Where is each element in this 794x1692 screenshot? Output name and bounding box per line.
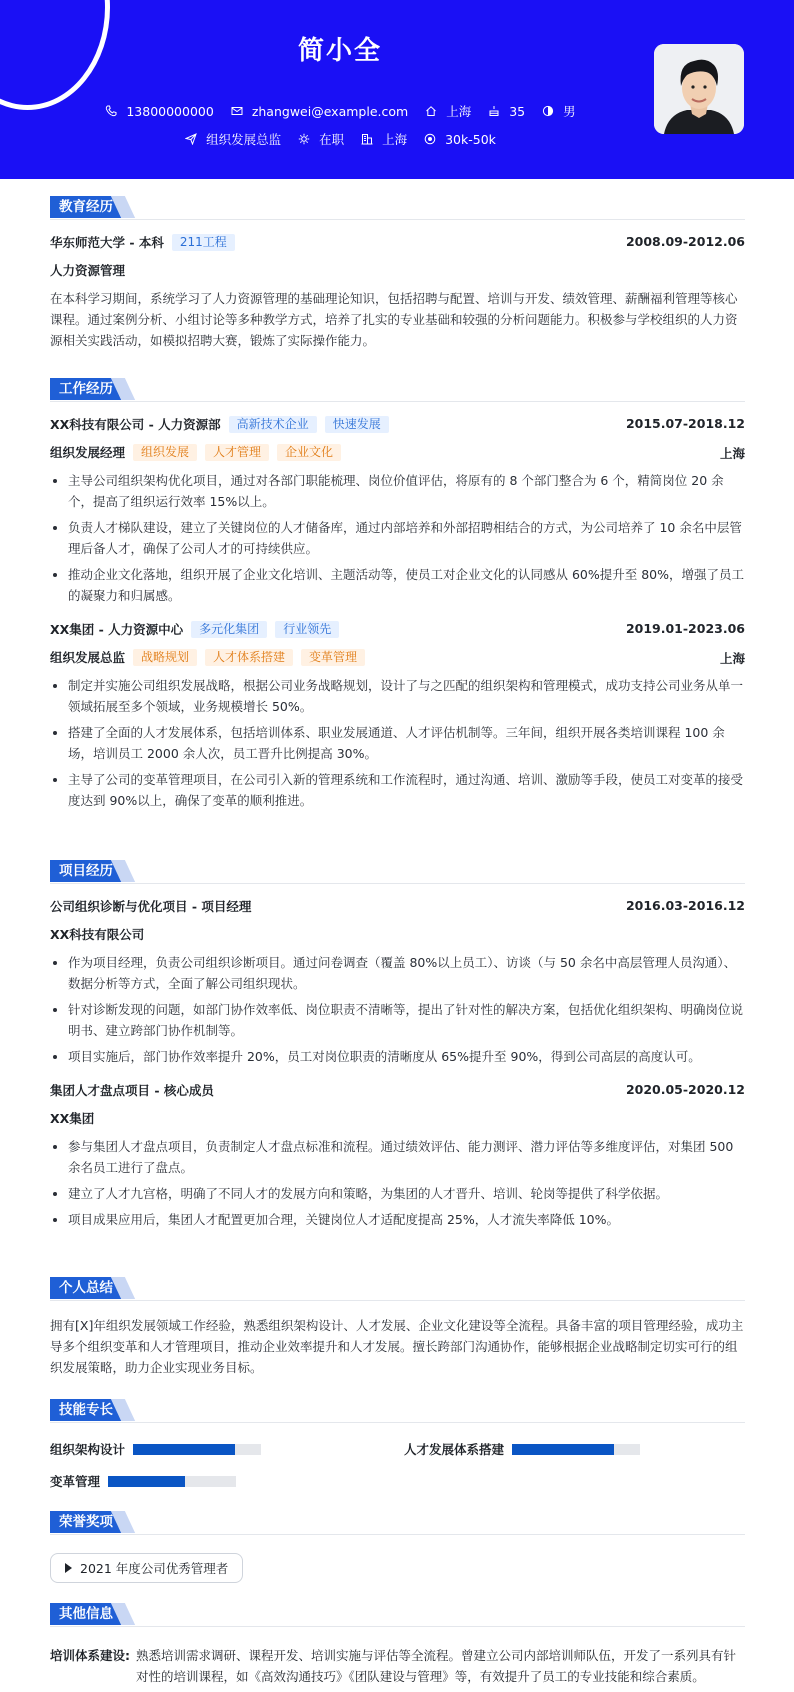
job-title-text: 组织发展总监: [206, 132, 282, 147]
email-item: [230, 104, 408, 119]
project-org-text: XX集团: [50, 1111, 95, 1126]
projects-title: 项目经历: [50, 860, 122, 882]
age-item: [487, 104, 525, 119]
work-date: 2015.07-2018.12: [625, 416, 745, 431]
skill-tag: 战略规划: [133, 649, 197, 666]
building-icon: [360, 132, 374, 146]
salary-icon: [423, 132, 437, 146]
list-item: 制定并实施公司组织发展战略，根据公司业务战略规划，设计了与之匹配的组织架构和管理模式，成功支持公司业务从单一领域拓展至多个领域，业务规模增长 50%。: [50, 675, 745, 717]
project-bullets: [50, 1136, 745, 1230]
skill-item: [404, 1440, 640, 1458]
work-location: 上海: [719, 651, 745, 666]
summary-title: 个人总结: [50, 1277, 122, 1299]
list-item: 作为项目经理，负责公司组织诊断项目。通过问卷调查（覆盖 80%以上员工）、访谈（与 50 余名中高层管理人员沟通）、数据分析等方式，全面了解公司组织现状。: [50, 952, 745, 994]
job-title-item: [184, 130, 281, 148]
list-item: 参与集团人才盘点项目，负责制定人才盘点标准和流程。通过绩效评估、能力测评、潜力评估等多维度评估，对集团 500 余名员工进行了盘点。: [50, 1136, 745, 1178]
work-bullets: [50, 675, 745, 811]
section-title: [50, 1277, 745, 1301]
avatar-portrait: [654, 44, 744, 134]
skill-tag: 企业文化: [277, 444, 341, 461]
skill-bar-fill: [108, 1476, 185, 1487]
major-text: 人力资源管理: [50, 263, 126, 278]
work-entry-head: [50, 414, 745, 434]
list-item: 建立了人才九宫格，明确了不同人才的发展方向和策略，为集团的人才晋升、培训、轮岗等提供了科学依据。: [50, 1183, 745, 1204]
skills-title: 技能专长: [50, 1399, 122, 1421]
phone-text: 13800000000: [126, 103, 214, 119]
work-title: 工作经历: [50, 378, 122, 400]
project-date: 2016.03-2016.12: [625, 898, 745, 913]
age-text: 35: [509, 103, 526, 119]
section-title: [50, 1399, 745, 1423]
skill-tag: 人才体系搭建: [205, 649, 293, 666]
skill-tag: 人才管理: [205, 444, 269, 461]
work-entry-head: [50, 619, 745, 639]
company-tag: 快速发展: [325, 416, 389, 433]
phone-item: [104, 104, 213, 119]
skill-name: 变革管理: [50, 1474, 101, 1489]
gender-item: [541, 102, 576, 120]
company-name: XX集团 - 人力资源中心: [50, 622, 184, 637]
contact-row: [0, 102, 680, 120]
section-title: [50, 196, 745, 220]
list-item: 主导公司组织架构优化项目，通过对各部门职能梳理、岗位价值评估，将原有的 8 个部门整合为 6 个，精简岗位 20 余个，提高了组织运行效率 15%以上。: [50, 470, 745, 512]
summary-section: [50, 1277, 745, 1378]
list-item: 项目成果应用后，集团人才配置更加合理，关键岗位人才适配度提高 25%，人才流失率降低 10%。: [50, 1209, 745, 1230]
skill-item: [50, 1440, 261, 1458]
work-section: [50, 378, 745, 816]
list-item: 负责人才梯队建设，建立了关键岗位的人才储备库，通过内部培养和外部招聘相结合的方式，为公司培养了 10 余名中层管理后备人才，确保了公司人才的可持续供应。: [50, 517, 745, 559]
skill-bar-fill: [133, 1444, 235, 1455]
project-org: [50, 1108, 745, 1128]
school-name: 华东师范大学 - 本科: [50, 235, 164, 250]
skill-item: [50, 1472, 236, 1490]
avatar: [654, 44, 744, 134]
other-info-row: [50, 1645, 745, 1687]
project-date: 2020.05-2020.12: [625, 1082, 745, 1097]
honors-section: [50, 1511, 745, 1591]
honor-text: 2021 年度公司优秀管理者: [80, 1561, 229, 1576]
work-location: 上海: [719, 446, 745, 461]
salary-item: [423, 132, 496, 147]
list-item: 针对诊断发现的问题，如部门协作效率低、岗位职责不清晰等，提出了针对性的解决方案，包括优化组织架构、明确岗位说明书、建立跨部门协作机制等。: [50, 999, 745, 1041]
section-title: [50, 860, 745, 884]
position-name: 组织发展经理: [50, 445, 126, 460]
position-name: 组织发展总监: [50, 650, 126, 665]
city-text: 上海: [446, 104, 472, 119]
list-item: 推动企业文化落地，组织开展了企业文化培训、主题活动等，使员工对企业文化的认同感从 60%提升至 80%，增强了员工的凝聚力和归属感。: [50, 564, 745, 606]
company-tag: 行业领先: [275, 621, 339, 638]
work-bullets: [50, 470, 745, 606]
education-description: 在本科学习期间，系统学习了人力资源管理的基础理论知识，包括招聘与配置、培训与开发、绩效管理、薪酬福利管理等核心课程。通过案例分析、小组讨论等多种教学方式，培养了扎实的专业基础和较强的分析问题能力。积极参与学校组织的人力资源相关实践活动，如模拟招聘大赛，锻炼了实际操作能力。: [50, 291, 738, 348]
skill-name: 人才发展体系搭建: [404, 1442, 505, 1457]
work-city-item: [360, 130, 407, 148]
project-name: 集团人才盘点项目 - 核心成员: [50, 1083, 214, 1098]
section-title: [50, 1511, 745, 1535]
other-value: 熟悉培训需求调研、课程开发、培训实施与评估等全流程。曾建立公司内部培训师队伍，开发了一系列具有针对性的培训课程，如《高效沟通技巧》《团队建设与管理》等，有效提升了员工的专业技能和综合素质。: [136, 1648, 737, 1684]
skills-section: [50, 1399, 745, 1499]
project-bullets: [50, 952, 745, 1067]
age-icon: [487, 104, 501, 118]
project-entry-head: [50, 896, 745, 916]
work-city-text: 上海: [382, 132, 408, 147]
candidate-name: 简小全: [297, 36, 382, 66]
city-item: [424, 102, 471, 120]
projects-section: [50, 860, 745, 1235]
skill-bar: [133, 1444, 261, 1455]
other-title: 其他信息: [50, 1603, 122, 1625]
education-entry-head: [50, 232, 745, 252]
other-section: [50, 1603, 745, 1692]
phone-icon: [104, 104, 118, 118]
education-section: [50, 196, 745, 351]
school-tag: 211工程: [172, 234, 235, 251]
list-item: 搭建了全面的人才发展体系，包括培训体系、职业发展通道、人才评估机制等。三年间，组织开展各类培训课程 100 余场，培训员工 2000 余人次，员工晋升比例提高 30%。: [50, 722, 745, 764]
work-date: 2019.01-2023.06: [625, 621, 745, 636]
skill-bar-fill: [512, 1444, 614, 1455]
skill-tag: 组织发展: [133, 444, 197, 461]
position-row: [50, 647, 745, 667]
company-name: XX科技有限公司 - 人力资源部: [50, 417, 221, 432]
send-icon: [184, 132, 198, 146]
status-item: [297, 130, 344, 148]
summary-text: 拥有[X]年组织发展领域工作经验，熟悉组织架构设计、人才发展、企业文化建设等全流程。具备丰富的项目管理经验，成功主导多个组织变革和人才管理项目，推动企业效率提升和人才发展。擅长跨部门沟通协作，能够根据企业战略制定切实可行的组织发展策略，助力企业实现业务目标。: [50, 1318, 744, 1375]
list-item: 项目实施后，部门协作效率提升 20%，员工对岗位职责的清晰度从 65%提升至 90%，得到公司高层的高度认可。: [50, 1046, 745, 1067]
honors-title: 荣誉奖项: [50, 1511, 122, 1533]
project-entry-head: [50, 1080, 745, 1100]
education-title: 教育经历: [50, 196, 122, 218]
section-title: [50, 378, 745, 402]
email-text: zhangwei@example.com: [251, 103, 409, 119]
skill-bar: [108, 1476, 236, 1487]
project-name: 公司组织诊断与优化项目 - 项目经理: [50, 899, 252, 914]
skill-name: 组织架构设计: [50, 1442, 126, 1457]
mail-icon: [230, 104, 244, 118]
gender-icon: [541, 104, 555, 118]
project-org: [50, 924, 745, 944]
other-key: 培训体系建设:: [50, 1648, 130, 1663]
skill-tag: 变革管理: [301, 649, 365, 666]
education-date: 2008.09-2012.06: [625, 234, 745, 249]
company-tag: 多元化集团: [191, 621, 267, 638]
home-icon: [424, 104, 438, 118]
position-row: [50, 442, 745, 462]
salary-text: 30k-50k: [445, 131, 496, 147]
company-tag: 高新技术企业: [229, 416, 317, 433]
project-org-text: XX科技有限公司: [50, 927, 145, 942]
section-title: [50, 1603, 745, 1627]
triangle-right-icon: [65, 1563, 72, 1573]
status-icon: [297, 132, 311, 146]
skill-bar: [512, 1444, 640, 1455]
list-item: 主导了公司的变革管理项目，在公司引入新的管理系统和工作流程时，通过沟通、培训、激励等手段，使员工对变革的接受度达到 90%以上，确保了变革的顺利推进。: [50, 769, 745, 811]
major: [50, 260, 745, 280]
honor-item[interactable]: [50, 1553, 243, 1583]
job-row: [0, 130, 680, 148]
gender-text: 男: [563, 104, 576, 119]
status-text: 在职: [319, 132, 345, 147]
